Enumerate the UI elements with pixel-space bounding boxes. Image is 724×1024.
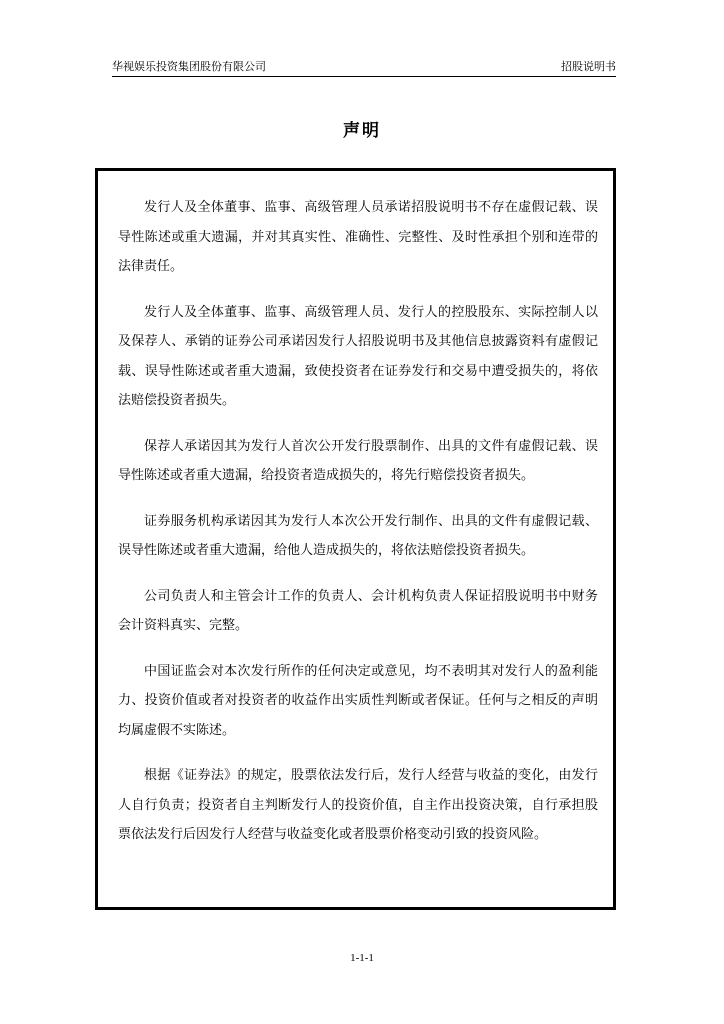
statement-content <box>118 193 598 866</box>
page-title: 声明 <box>343 121 381 141</box>
statement-paragraph-4: 证券服务机构承诺因其为发行人本次公开发行制作、出具的文件有虚假记载、误导性陈述或者重大遗漏，给他人造成损失的，将依法赔偿投资者损失。 <box>118 513 598 558</box>
statement-paragraph-3: 保荐人承诺因其为发行人首次公开发行股票制作、出具的文件有虚假记载、误导性陈述或者重大遗漏，给投资者造成损失的，将先行赔偿投资者损失。 <box>118 438 598 483</box>
statement-paragraph-1: 发行人及全体董事、监事、高级管理人员承诺招股说明书不存在虚假记载、误导性陈述或重大遗漏，并对其真实性、准确性、完整性、及时性承担个别和连带的法律责任。 <box>118 200 598 274</box>
statement-paragraph-6: 中国证监会对本次发行所作的任何决定或意见，均不表明其对发行人的盈利能力、投资价值或者对投资者的收益作出实质性判断或者保证。任何与之相反的声明均属虚假不实陈述。 <box>118 663 598 738</box>
statement-box <box>95 168 616 910</box>
page-number: 1-1-1 <box>350 952 374 964</box>
statement-paragraph-7: 根据《证券法》的规定，股票依法发行后，发行人经营与收益的变化，由发行人自行负责；投资者自主判断发行人的投资价值，自主作出投资决策，自行承担股票依法发行后因发行人经营与收益变化或者股票价格变动引致的投资风险。 <box>118 768 598 842</box>
statement-paragraph-2: 发行人及全体董事、监事、高级管理人员、发行人的控股股东、实际控制人以及保荐人、承销的证券公司承诺因发行人招股说明书及其他信息披露资料有虚假记载、误导性陈述或者重大遗漏，致使投资者在证券发行和交易中遭受损失的，将依法赔偿投资者损失。 <box>118 304 598 408</box>
statement-paragraph-5: 公司负责人和主管会计工作的负责人、会计机构负责人保证招股说明书中财务会计资料真实、完整。 <box>118 588 598 633</box>
page-header <box>112 60 616 77</box>
header-document-type: 招股说明书 <box>561 60 616 73</box>
header-company-name: 华视娱乐投资集团股份有限公司 <box>112 60 266 73</box>
